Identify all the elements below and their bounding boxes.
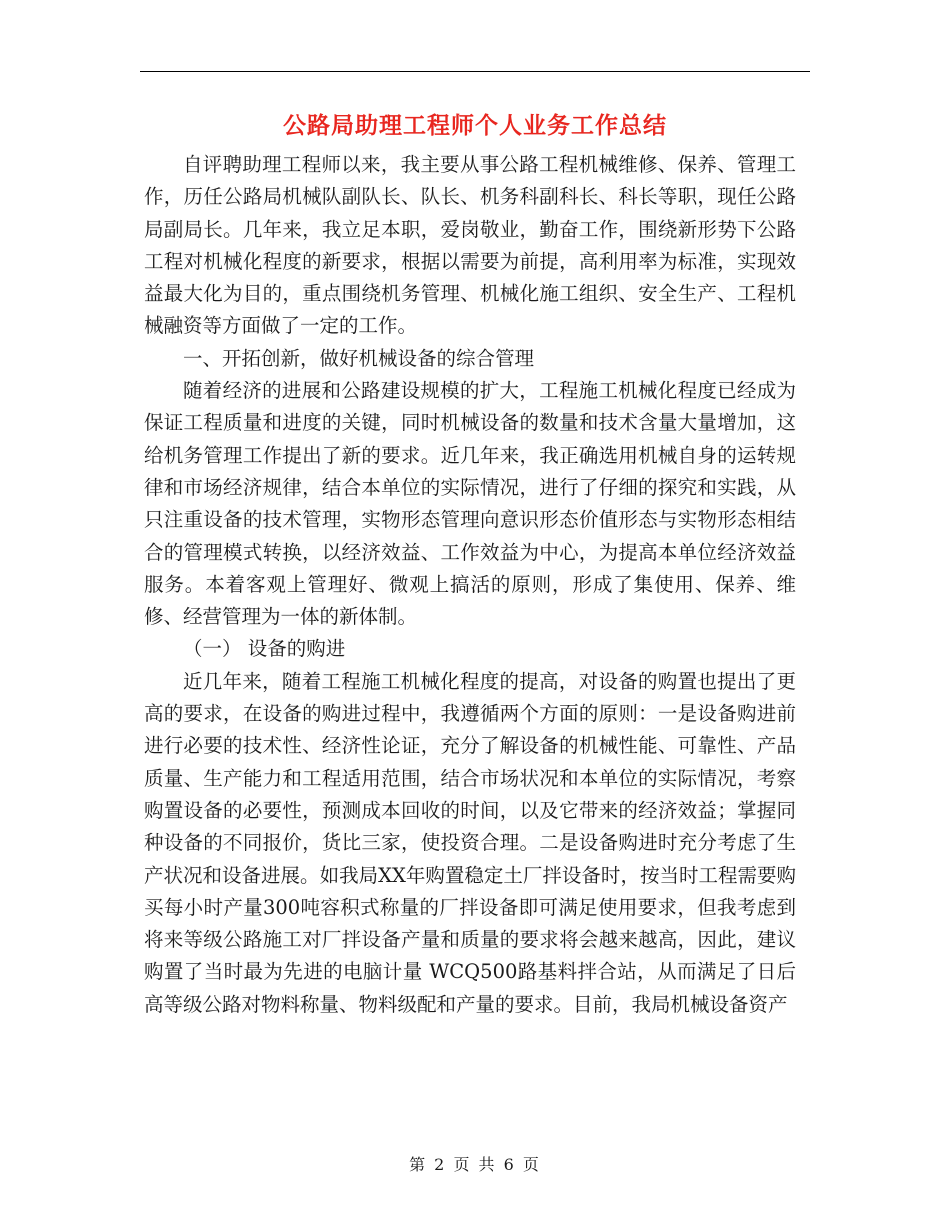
subsection-heading: （一） 设备的购进: [183, 637, 346, 661]
header-rule: [140, 71, 810, 72]
document-body: [144, 149, 796, 1021]
paragraph-section-one: 随着经济的进展和公路建设规模的扩大，工程施工机械化程度已经成为保证工程质量和进度的关键，同时机械设备的数量和技术含量大量增加，这给机务管理工作提出了新的要求。近几年来，我正确选用机械自身的运转规律和市场经济规律，结合本单位的实际情况，进行了仔细的探究和实践，从只注重设备的技术管理，实物形态管理向意识形态价值形态与实物形态相结合的管理模式转换，以经济效益、工作效益为中心，为提高本单位经济效益服务。本着客观上管理好、微观上搞活的原则，形成了集使用、保养、维修、经营管理为一体的新体制。: [144, 379, 796, 629]
section-heading: 一、开拓创新，做好机械设备的综合管理: [183, 346, 535, 370]
paragraph-equipment-purchase: 近几年来，随着工程施工机械化程度的提高，对设备的购置也提出了更高的要求，在设备的购进过程中，我遵循两个方面的原则：一是设备购进前进行必要的技术性、经济性论证，充分了解设备的机械性能、可靠性、产品质量、生产能力和工程适用范围，结合市场状况和本单位的实际情况，考察购置设备的必要性，预测成本回收的时间，以及它带来的经济效益；掌握同种设备的不同报价，货比三家，使投资合理。二是设备购进时充分考虑了生产状况和设备进展。如我局XX年购置稳定土厂拌设备时，按当时工程需要购买每小时产量300吨容积式称量的厂拌设备即可满足使用要求，但我考虑到将来等级公路施工对厂拌设备产量和质量的要求将会越来越高，因此，建议购置了当时最为先进的电脑计量 WCQ500路基料拌合站，从而满足了日后高等级公路对物料称量、物料级配和产量的要求。目前，我局机械设备资产: [144, 669, 796, 1016]
document-title: 公路局助理工程师个人业务工作总结: [283, 112, 667, 139]
paragraph-intro: 自评聘助理工程师以来，我主要从事公路工程机械维修、保养、管理工作，历任公路局机械队副队长、队长、机务科副科长、科长等职，现任公路局副局长。几年来，我立足本职，爱岗敬业，勤奋工作，围绕新形势下公路工程对机械化程度的新要求，根据以需要为前提，高利用率为标准，实现效益最大化为目的，重点围绕机务管理、机械化施工组织、安全生产、工程机械融资等方面做了一定的工作。: [144, 153, 796, 338]
page-number: 第 2 页 共 6 页: [409, 1155, 541, 1174]
